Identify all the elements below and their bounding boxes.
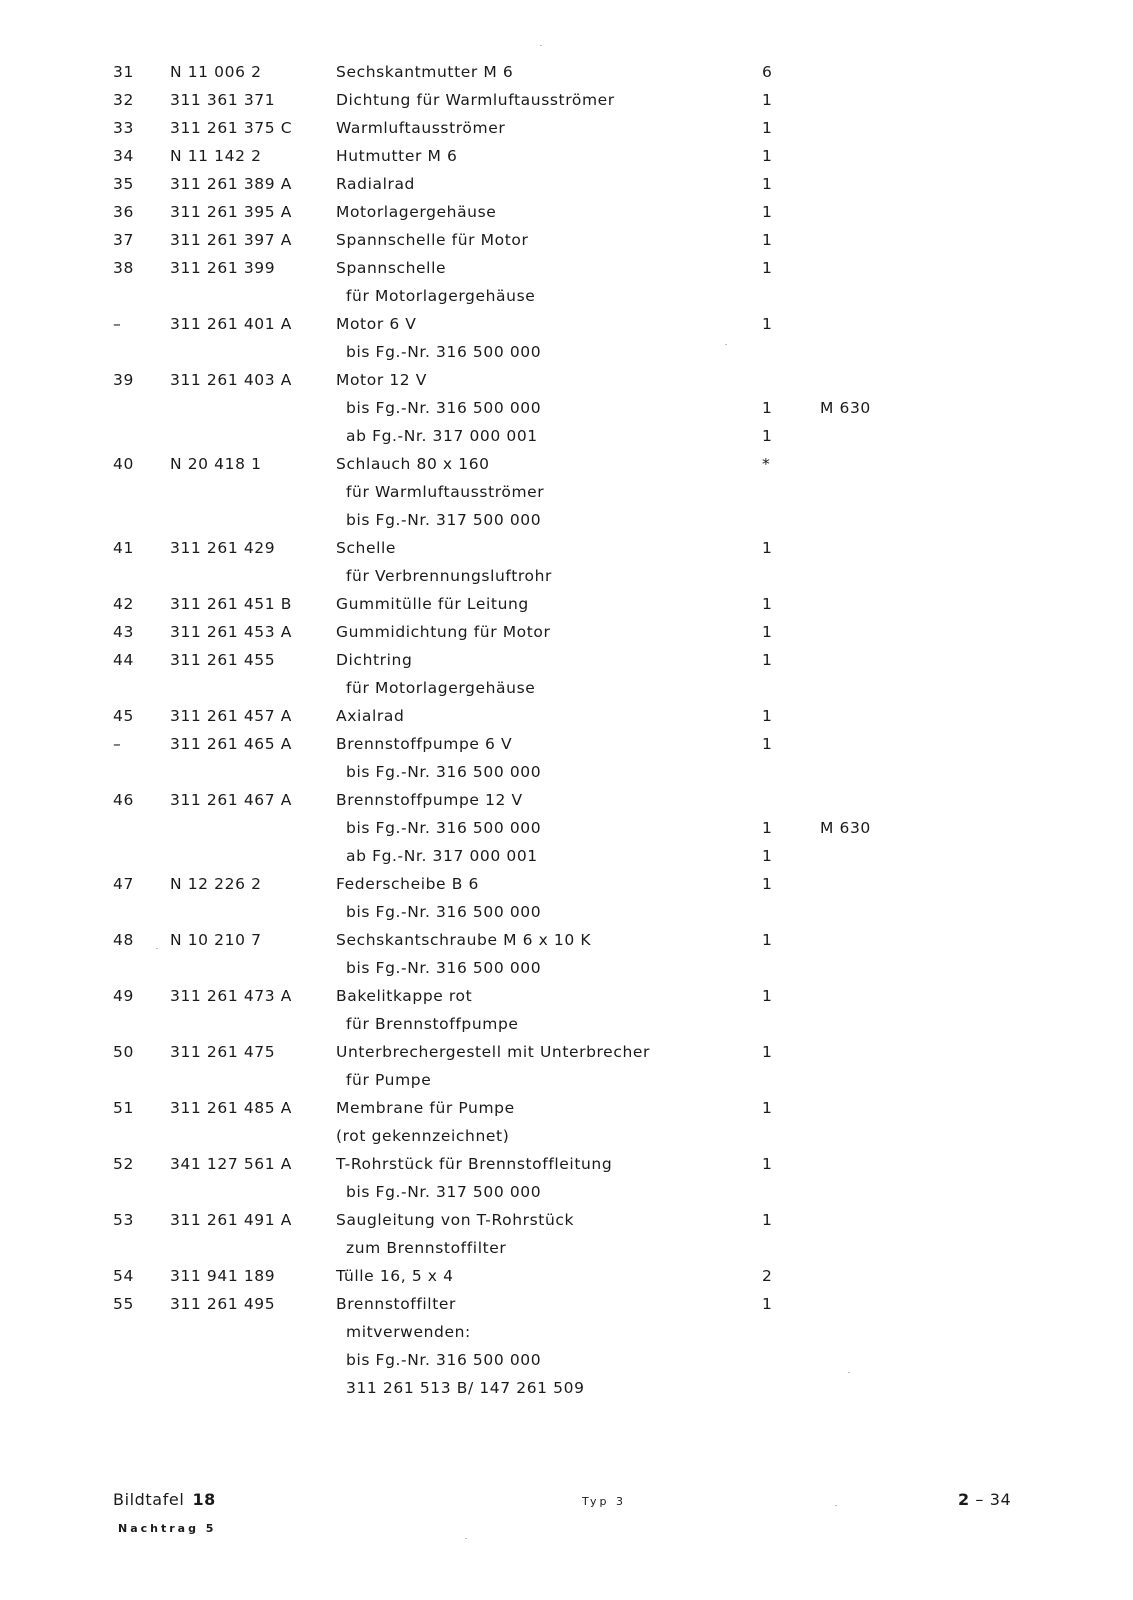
table-row-continuation — [0, 758, 1133, 786]
page-number-prefix: 2 — [958, 1490, 970, 1509]
part-number-cell: 311 261 401 A — [170, 315, 292, 333]
description-cell: bis Fg.-Nr. 316 500 000 — [346, 343, 542, 361]
table-row — [0, 870, 1133, 898]
description-cell: Motor 6 V — [336, 315, 417, 333]
description-cell: Dichtung für Warmluftausströmer — [336, 91, 615, 109]
quantity-cell: 1 — [762, 847, 773, 865]
position-cell: 41 — [113, 539, 134, 557]
table-row — [0, 114, 1133, 142]
table-row — [0, 366, 1133, 394]
table-row-continuation — [0, 394, 1133, 422]
table-row — [0, 1290, 1133, 1318]
table-row — [0, 1206, 1133, 1234]
quantity-cell: 1 — [762, 1043, 773, 1061]
position-cell: 36 — [113, 203, 134, 221]
table-row — [0, 926, 1133, 954]
description-cell: bis Fg.-Nr. 316 500 000 — [346, 399, 542, 417]
description-cell: bis Fg.-Nr. 316 500 000 — [346, 819, 542, 837]
quantity-cell: 1 — [762, 399, 773, 417]
description-cell: ab Fg.-Nr. 317 000 001 — [346, 427, 538, 445]
part-number-cell: N 10 210 7 — [170, 931, 262, 949]
description-cell: für Verbrennungsluftrohr — [346, 567, 553, 585]
position-cell: 43 — [113, 623, 134, 641]
description-cell: Axialrad — [336, 707, 405, 725]
scan-speck — [725, 344, 727, 345]
position-cell: – — [113, 735, 122, 753]
table-row — [0, 58, 1133, 86]
description-cell: T-Rohrstück für Brennstoffleitung — [336, 1155, 613, 1173]
description-cell: Dichtring — [336, 651, 413, 669]
part-number-cell: 311 261 491 A — [170, 1211, 292, 1229]
quantity-cell: 1 — [762, 259, 773, 277]
description-cell: 311 261 513 B/ 147 261 509 — [346, 1379, 585, 1397]
position-cell: 31 — [113, 63, 134, 81]
description-cell: Motorlagergehäuse — [336, 203, 497, 221]
description-cell: Gummidichtung für Motor — [336, 623, 551, 641]
description-cell: (rot gekennzeichnet) — [336, 1127, 510, 1145]
table-row-continuation — [0, 338, 1133, 366]
position-cell: 55 — [113, 1295, 134, 1313]
part-number-cell: 311 261 403 A — [170, 371, 292, 389]
quantity-cell: 1 — [762, 707, 773, 725]
description-cell: ab Fg.-Nr. 317 000 001 — [346, 847, 538, 865]
position-cell: 33 — [113, 119, 134, 137]
position-cell: 38 — [113, 259, 134, 277]
quantity-cell: 1 — [762, 819, 773, 837]
description-cell: Warmluftausströmer — [336, 119, 506, 137]
part-number-cell: 311 261 495 — [170, 1295, 276, 1313]
quantity-cell: 1 — [762, 147, 773, 165]
position-cell: 42 — [113, 595, 134, 613]
part-number-cell: 311 261 467 A — [170, 791, 292, 809]
table-row — [0, 1038, 1133, 1066]
part-number-cell: 311 261 473 A — [170, 987, 292, 1005]
scan-speck — [835, 1505, 837, 1506]
part-number-cell: 311 941 189 — [170, 1267, 276, 1285]
description-cell: zum Brennstoffilter — [346, 1239, 507, 1257]
description-cell: Radialrad — [336, 175, 415, 193]
position-cell: 48 — [113, 931, 134, 949]
description-cell: Hutmutter M 6 — [336, 147, 458, 165]
part-number-cell: 311 261 395 A — [170, 203, 292, 221]
position-cell: 44 — [113, 651, 134, 669]
description-cell: für Brennstoffpumpe — [346, 1015, 519, 1033]
quantity-cell: 1 — [762, 595, 773, 613]
description-cell: Membrane für Pumpe — [336, 1099, 515, 1117]
table-row — [0, 1150, 1133, 1178]
quantity-cell: 1 — [762, 231, 773, 249]
quantity-cell: * — [762, 455, 771, 473]
quantity-cell: 1 — [762, 1099, 773, 1117]
table-row — [0, 170, 1133, 198]
part-number-cell: 311 261 453 A — [170, 623, 292, 641]
part-number-cell: 311 261 475 — [170, 1043, 276, 1061]
table-row — [0, 310, 1133, 338]
table-row-continuation — [0, 674, 1133, 702]
quantity-cell: 1 — [762, 623, 773, 641]
description-cell: Brennstoffpumpe 12 V — [336, 791, 523, 809]
table-row — [0, 786, 1133, 814]
description-cell: für Warmluftausströmer — [346, 483, 545, 501]
table-row — [0, 198, 1133, 226]
table-row — [0, 142, 1133, 170]
table-row — [0, 982, 1133, 1010]
note-cell: M 630 — [820, 819, 871, 837]
quantity-cell: 1 — [762, 91, 773, 109]
table-row — [0, 226, 1133, 254]
description-cell: Sechskantmutter M 6 — [336, 63, 514, 81]
quantity-cell: 1 — [762, 539, 773, 557]
description-cell: bis Fg.-Nr. 316 500 000 — [346, 1351, 542, 1369]
part-number-cell: N 11 142 2 — [170, 147, 262, 165]
position-cell: 45 — [113, 707, 134, 725]
table-row — [0, 618, 1133, 646]
table-row-continuation — [0, 478, 1133, 506]
table-row-continuation — [0, 1178, 1133, 1206]
table-row-continuation — [0, 954, 1133, 982]
quantity-cell: 1 — [762, 427, 773, 445]
position-cell: 54 — [113, 1267, 134, 1285]
part-number-cell: 311 261 451 B — [170, 595, 292, 613]
quantity-cell: 1 — [762, 1295, 773, 1313]
table-row — [0, 534, 1133, 562]
part-number-cell: 311 261 399 — [170, 259, 276, 277]
description-cell: Unterbrechergestell mit Unterbrecher — [336, 1043, 650, 1061]
quantity-cell: 1 — [762, 735, 773, 753]
table-row-continuation — [0, 1374, 1133, 1402]
description-cell: Schlauch 80 x 160 — [336, 455, 490, 473]
scan-speck — [156, 948, 158, 949]
description-cell: für Pumpe — [346, 1071, 432, 1089]
supplement-label: Nachtrag 5 — [118, 1522, 217, 1535]
description-cell: Sechskantschraube M 6 x 10 K — [336, 931, 592, 949]
position-cell: 37 — [113, 231, 134, 249]
type-label: Typ 3 — [582, 1495, 626, 1508]
part-number-cell: 311 261 429 — [170, 539, 276, 557]
part-number-cell: 311 261 465 A — [170, 735, 292, 753]
description-cell: Spannschelle — [336, 259, 447, 277]
description-cell: Brennstoffpumpe 6 V — [336, 735, 513, 753]
quantity-cell: 1 — [762, 1211, 773, 1229]
quantity-cell: 1 — [762, 1155, 773, 1173]
quantity-cell: 1 — [762, 987, 773, 1005]
description-cell: für Motorlagergehäuse — [346, 679, 536, 697]
part-number-cell: N 11 006 2 — [170, 63, 262, 81]
part-number-cell: 311 261 455 — [170, 651, 276, 669]
quantity-cell: 1 — [762, 315, 773, 333]
table-row-continuation — [0, 422, 1133, 450]
part-number-cell: 311 261 375 C — [170, 119, 293, 137]
table-row-continuation — [0, 562, 1133, 590]
plate-number: 18 — [192, 1490, 216, 1509]
position-cell: 51 — [113, 1099, 134, 1117]
table-row — [0, 590, 1133, 618]
position-cell: 49 — [113, 987, 134, 1005]
parts-list-table — [0, 58, 1133, 1402]
scan-speck — [465, 1538, 467, 1539]
description-cell: Bakelitkappe rot — [336, 987, 473, 1005]
quantity-cell: 6 — [762, 63, 773, 81]
part-number-cell: 311 261 397 A — [170, 231, 292, 249]
table-row-continuation — [0, 1318, 1133, 1346]
part-number-cell: 311 261 457 A — [170, 707, 292, 725]
table-row — [0, 1262, 1133, 1290]
position-cell: 34 — [113, 147, 134, 165]
table-row-continuation — [0, 1122, 1133, 1150]
quantity-cell: 1 — [762, 875, 773, 893]
description-cell: bis Fg.-Nr. 317 500 000 — [346, 1183, 542, 1201]
quantity-cell: 1 — [762, 203, 773, 221]
table-row-continuation — [0, 898, 1133, 926]
table-row-continuation — [0, 506, 1133, 534]
page-number-suffix: – 34 — [969, 1490, 1012, 1509]
table-row — [0, 646, 1133, 674]
position-cell: 46 — [113, 791, 134, 809]
scan-speck — [540, 45, 542, 46]
description-cell: Federscheibe B 6 — [336, 875, 479, 893]
table-row — [0, 450, 1133, 478]
table-row-continuation — [0, 842, 1133, 870]
table-row-continuation — [0, 1346, 1133, 1374]
position-cell: 52 — [113, 1155, 134, 1173]
position-cell: 32 — [113, 91, 134, 109]
description-cell: bis Fg.-Nr. 317 500 000 — [346, 511, 542, 529]
description-cell: bis Fg.-Nr. 316 500 000 — [346, 763, 542, 781]
description-cell: Tülle 16, 5 x 4 — [336, 1267, 454, 1285]
description-cell: Brennstoffilter — [336, 1295, 456, 1313]
position-cell: 50 — [113, 1043, 134, 1061]
position-cell: 39 — [113, 371, 134, 389]
quantity-cell: 2 — [762, 1267, 773, 1285]
position-cell: 40 — [113, 455, 134, 473]
description-cell: für Motorlagergehäuse — [346, 287, 536, 305]
description-cell: Spannschelle für Motor — [336, 231, 529, 249]
table-row — [0, 86, 1133, 114]
table-row-continuation — [0, 1066, 1133, 1094]
description-cell: Gummitülle für Leitung — [336, 595, 529, 613]
table-row — [0, 730, 1133, 758]
table-row-continuation — [0, 1234, 1133, 1262]
position-cell: – — [113, 315, 122, 333]
position-cell: 47 — [113, 875, 134, 893]
quantity-cell: 1 — [762, 651, 773, 669]
table-row-continuation — [0, 814, 1133, 842]
part-number-cell: N 20 418 1 — [170, 455, 262, 473]
page-number — [958, 1490, 1011, 1509]
description-cell: Motor 12 V — [336, 371, 427, 389]
table-row-continuation — [0, 282, 1133, 310]
table-row — [0, 702, 1133, 730]
scan-speck — [848, 1372, 850, 1373]
description-cell: Saugleitung von T-Rohrstück — [336, 1211, 575, 1229]
description-cell: Schelle — [336, 539, 397, 557]
quantity-cell: 1 — [762, 175, 773, 193]
plate-label: Bildtafel — [113, 1490, 185, 1509]
quantity-cell: 1 — [762, 119, 773, 137]
part-number-cell: 311 261 485 A — [170, 1099, 292, 1117]
position-cell: 35 — [113, 175, 134, 193]
table-row — [0, 254, 1133, 282]
table-row-continuation — [0, 1010, 1133, 1038]
table-row — [0, 1094, 1133, 1122]
part-number-cell: 311 261 389 A — [170, 175, 292, 193]
part-number-cell: N 12 226 2 — [170, 875, 262, 893]
part-number-cell: 341 127 561 A — [170, 1155, 292, 1173]
quantity-cell: 1 — [762, 931, 773, 949]
position-cell: 53 — [113, 1211, 134, 1229]
note-cell: M 630 — [820, 399, 871, 417]
description-cell: bis Fg.-Nr. 316 500 000 — [346, 959, 542, 977]
part-number-cell: 311 361 371 — [170, 91, 276, 109]
description-cell: mitverwenden: — [346, 1323, 471, 1341]
plate-reference — [113, 1490, 216, 1509]
description-cell: bis Fg.-Nr. 316 500 000 — [346, 903, 542, 921]
